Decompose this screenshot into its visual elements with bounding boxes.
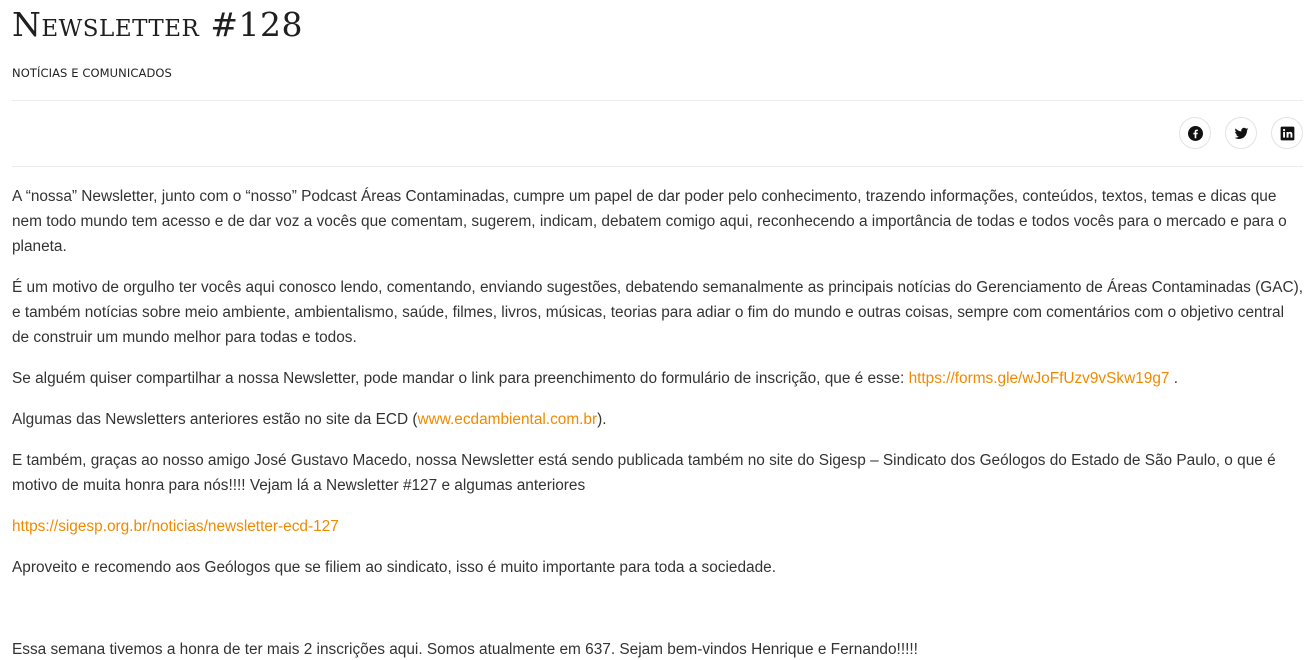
share-form-text: Se alguém quiser compartilhar a nossa Newsletter, pode mandar o link para preenchimento do formulário de inscrição, que é esse: — [12, 370, 909, 387]
paragraph-previous — [12, 407, 1303, 432]
ecd-site-link[interactable]: www.ecdambiental.com.br — [417, 411, 598, 428]
category-link[interactable]: NOTÍCIAS E COMUNICADOS — [12, 66, 172, 80]
share-linkedin-button[interactable] — [1271, 117, 1303, 149]
share-form-suffix: . — [1169, 370, 1179, 387]
paragraph-sigesp-link — [12, 514, 1303, 539]
share-bar — [1179, 117, 1303, 149]
divider-bottom — [12, 166, 1303, 167]
spacer — [12, 596, 1303, 637]
previous-text: Algumas das Newsletters anteriores estão no site da ECD ( — [12, 411, 418, 428]
post-content — [12, 184, 1303, 660]
paragraph-sigesp: E também, graças ao nosso amigo José Gustavo Macedo, nossa Newsletter está sendo publicada também no site do Sigesp – Sindicato dos Geólogos do Estado de São Paulo, o que é motivo de muita honra para nós!!!! Vejam lá a Newsletter #127 e algumas anteriores — [12, 452, 1276, 494]
share-facebook-button[interactable] — [1179, 117, 1211, 149]
twitter-icon — [1234, 126, 1249, 141]
paragraph-intro: A “nossa” Newsletter, junto com o “nosso” Podcast Áreas Contaminadas, cumpre um papel de dar poder pelo conhecimento, trazendo informações, conteúdos, textos, temas e dicas que nem todo mundo tem acesso e de dar voz a vocês que comentam, sugerem, indicam, debatem comigo aqui, reconhecendo a importância de todas e todos vocês para o mercado e para o planeta. — [12, 188, 1287, 255]
previous-suffix: ). — [597, 411, 607, 428]
linkedin-icon — [1280, 126, 1295, 141]
paragraph-recommend: Aproveito e recomendo aos Geólogos que se filiem ao sindicato, isso é muito importante para toda a sociedade. — [12, 559, 776, 576]
sigesp-newsletter-link[interactable]: https://sigesp.org.br/noticias/newsletter-ecd-127 — [12, 518, 339, 535]
paragraph-pride: É um motivo de orgulho ter vocês aqui conosco lendo, comentando, enviando sugestões, debatendo semanalmente as principais notícias do Gerenciamento de Áreas Contaminadas (GAC), e também notícias sobre meio ambiente, ambientalismo, saúde, filmes, livros, músicas, teorias para adiar o fim do mundo e outras coisas, sempre com comentários com o objetivo central de construir um mundo melhor para todas e todos. — [12, 279, 1303, 346]
page-title: Newsletter #128 — [12, 5, 303, 44]
share-twitter-button[interactable] — [1225, 117, 1257, 149]
divider-top — [12, 100, 1303, 101]
facebook-icon — [1188, 126, 1203, 141]
signup-form-link[interactable]: https://forms.gle/wJoFfUzv9vSkw19g7 — [908, 370, 1170, 387]
paragraph-welcome: Essa semana tivemos a honra de ter mais 2 inscrições aqui. Somos atualmente em 637. Sejam bem-vindos Henrique e Fernando!!!!! — [12, 641, 918, 658]
paragraph-share-form — [12, 366, 1303, 391]
